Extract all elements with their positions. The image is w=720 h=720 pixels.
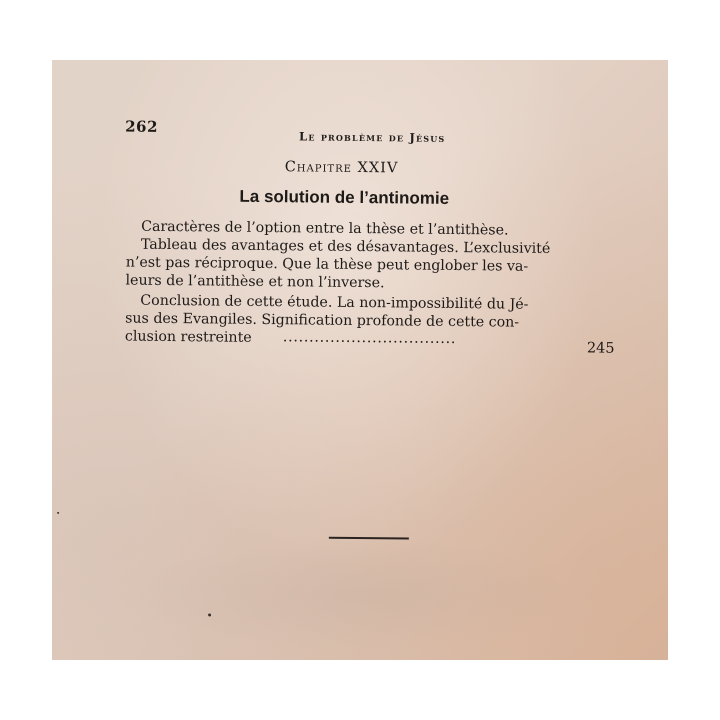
end-rule bbox=[329, 537, 409, 540]
ink-speck bbox=[57, 512, 59, 514]
page-reference: 245 bbox=[586, 340, 615, 357]
page-content bbox=[52, 60, 668, 660]
page-number: 262 bbox=[125, 117, 159, 136]
leader-dots: ................................. bbox=[282, 329, 457, 348]
chapter-title: La solution de l’antinomie bbox=[239, 186, 450, 208]
summary-line: Tableau des avantages et des désavantages. L’exclusivité bbox=[140, 236, 551, 257]
summary-line: clusion restreinte bbox=[124, 328, 252, 346]
summary-line: Caractères de l’option entre la thèse et l’antithèse. bbox=[141, 218, 509, 239]
summary-line: Conclusion de cette étude. La non-impossibilité du Jé- bbox=[140, 292, 529, 313]
summary-line: n’est pas réciproque. Que la thèse peut englober les va- bbox=[125, 254, 529, 275]
summary-line: leurs de l’antithèse et non l’inverse. bbox=[125, 272, 385, 292]
summary-line: sus des Evangiles. Signification profonde de cette con- bbox=[125, 310, 520, 331]
running-head: Le problème de Jésus bbox=[299, 129, 446, 145]
book-page bbox=[52, 60, 668, 660]
ink-speck bbox=[208, 613, 211, 616]
chapter-label: Chapitre XXIV bbox=[284, 159, 399, 177]
